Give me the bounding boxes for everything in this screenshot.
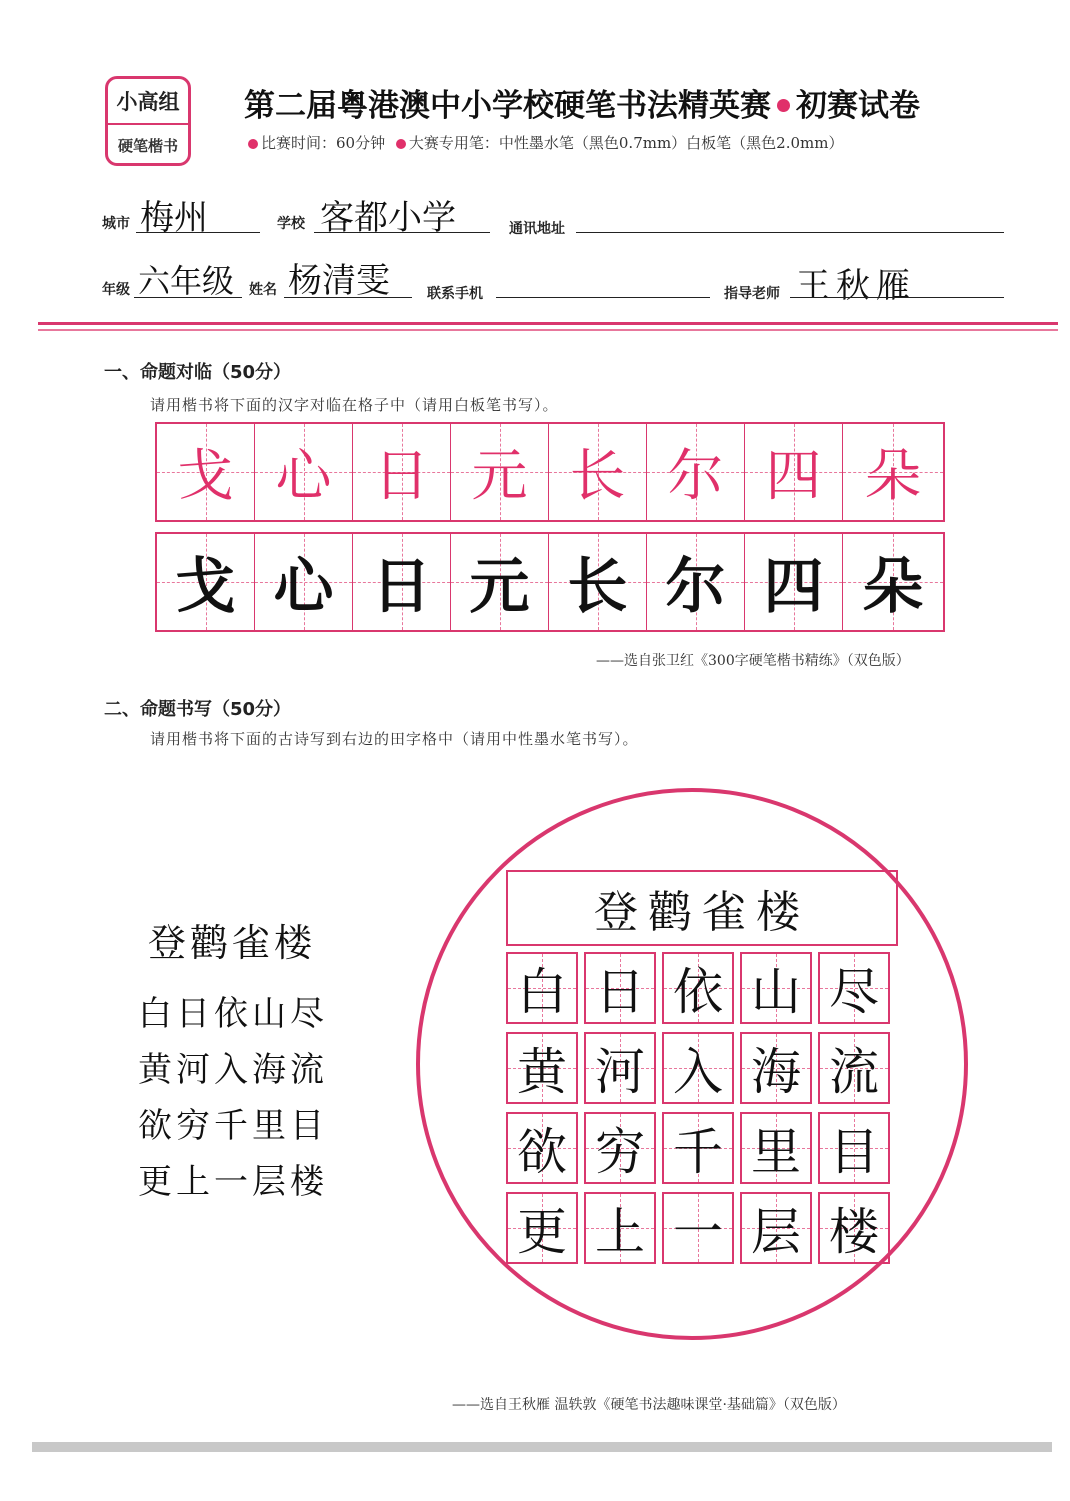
- written-char: 楼: [829, 1203, 879, 1261]
- written-title: 登鹳雀楼: [594, 887, 810, 938]
- city-label: 城市: [102, 216, 130, 232]
- grid-cell[interactable]: [584, 1032, 656, 1104]
- grid-cell[interactable]: [662, 1112, 734, 1184]
- section2-source: ——选自王秋雁 温轶敦《硬笔书法趣味课堂·基础篇》（双色版）: [452, 1397, 846, 1413]
- model-char: 戈: [177, 444, 234, 509]
- name-field[interactable]: [284, 297, 412, 298]
- address-label: 通讯地址: [509, 221, 565, 237]
- exam-time: 比赛时间：60分钟: [261, 134, 386, 152]
- section1-title: 一、命题对临（50分）: [104, 362, 292, 383]
- model-char: 长: [569, 444, 626, 509]
- school-label: 学校: [277, 216, 305, 232]
- poem-line: 黄河入海流: [138, 1050, 328, 1090]
- poem-line: 欲穷千里目: [138, 1106, 328, 1146]
- phone-label: 联系手机: [427, 286, 483, 302]
- poem-line: 更上一层楼: [138, 1162, 328, 1202]
- written-char: 欲: [517, 1123, 567, 1181]
- grid-cell[interactable]: [818, 1192, 890, 1264]
- copy-char: 戈: [175, 552, 236, 622]
- model-cell: [353, 424, 451, 520]
- title-sub: 初赛试卷: [796, 88, 920, 124]
- copy-cell[interactable]: [157, 534, 255, 630]
- written-char: 层: [751, 1203, 801, 1261]
- copy-cell[interactable]: [843, 534, 943, 630]
- copy-char: 元: [469, 552, 530, 622]
- grid-cell[interactable]: [662, 952, 734, 1024]
- model-char: 心: [275, 444, 332, 509]
- written-char: 一: [673, 1203, 723, 1261]
- grid-cell[interactable]: [740, 1032, 812, 1104]
- grid-cell[interactable]: [818, 1032, 890, 1104]
- poem-title: 登鹳雀楼: [148, 921, 317, 965]
- copy-char: 朵: [863, 552, 923, 622]
- grid-cell[interactable]: [818, 952, 890, 1024]
- section2-title: 二、命题书写（50分）: [104, 699, 292, 720]
- written-char: 更: [517, 1203, 567, 1261]
- exam-rules: [248, 132, 843, 153]
- grid-cell[interactable]: [740, 1192, 812, 1264]
- written-char: 白: [517, 963, 567, 1021]
- teacher-field[interactable]: [790, 297, 1004, 298]
- bullet-dot-icon: [248, 139, 258, 149]
- bullet-dot-icon: [396, 139, 406, 149]
- copy-char: 尔: [665, 552, 726, 622]
- written-char: 目: [829, 1123, 879, 1181]
- model-char: 日: [373, 444, 430, 509]
- badge-group-label: 小高组: [108, 79, 188, 125]
- divider-line: [38, 322, 1058, 325]
- written-char: 千: [673, 1123, 723, 1181]
- grid-cell[interactable]: [740, 1112, 812, 1184]
- copy-char: 日: [371, 552, 432, 622]
- phone-field[interactable]: [496, 297, 710, 298]
- grade-field[interactable]: [134, 297, 242, 298]
- city-field[interactable]: [136, 232, 260, 233]
- model-cell: [647, 424, 745, 520]
- copy-cell[interactable]: [451, 534, 549, 630]
- grid-cell[interactable]: [584, 1192, 656, 1264]
- footer-band: [32, 1442, 1052, 1452]
- school-value: 客都小学: [320, 198, 456, 238]
- model-cell: [745, 424, 843, 520]
- grid-cell[interactable]: [506, 1032, 578, 1104]
- written-char: 上: [595, 1203, 645, 1261]
- written-char: 里: [751, 1123, 801, 1181]
- grid-cell[interactable]: [584, 1112, 656, 1184]
- grade-label: 年级: [102, 282, 130, 298]
- copy-cell[interactable]: [745, 534, 843, 630]
- city-value: 梅州: [140, 198, 208, 238]
- written-char: 依: [673, 963, 723, 1021]
- title-main: 第二届粤港澳中小学校硬笔书法精英赛: [244, 88, 771, 124]
- copy-char: 四: [763, 552, 824, 622]
- copy-cell[interactable]: [353, 534, 451, 630]
- section2-instruction: 请用楷书将下面的古诗写到右边的田字格中（请用中性墨水笔书写）。: [150, 730, 639, 748]
- bullet-dot-icon: [777, 99, 790, 112]
- copy-cell[interactable]: [647, 534, 745, 630]
- written-char: 黄: [517, 1043, 567, 1101]
- grid-cell[interactable]: [506, 1112, 578, 1184]
- written-char: 山: [751, 963, 801, 1021]
- written-char: 尽: [829, 963, 879, 1021]
- poem-title-box[interactable]: [506, 870, 898, 946]
- copy-char: 心: [273, 552, 334, 622]
- model-grid: [155, 422, 945, 522]
- badge-category-label: 硬笔楷书: [117, 136, 178, 155]
- written-char: 入: [673, 1043, 723, 1101]
- model-cell: [157, 424, 255, 520]
- grid-cell[interactable]: [506, 1192, 578, 1264]
- school-field[interactable]: [314, 232, 490, 233]
- section1-instruction: 请用楷书将下面的汉字对临在格子中（请用白板笔书写）。: [150, 396, 559, 414]
- address-field[interactable]: [576, 232, 1004, 233]
- written-char: 穷: [595, 1123, 645, 1181]
- grid-cell[interactable]: [506, 952, 578, 1024]
- model-char: 朵: [865, 444, 921, 509]
- copy-cell[interactable]: [255, 534, 353, 630]
- model-cell: [549, 424, 647, 520]
- teacher-label: 指导老师: [724, 286, 780, 302]
- exam-pens: 大赛专用笔：中性墨水笔（黑色0.7mm）白板笔（黑色2.0mm）: [408, 134, 844, 152]
- poem-line: 白日依山尽: [138, 994, 328, 1034]
- model-char: 尔: [667, 444, 724, 509]
- model-char: 元: [471, 444, 528, 509]
- divider-line: [38, 329, 1058, 331]
- copy-char: 长: [567, 552, 628, 622]
- grid-cell[interactable]: [740, 952, 812, 1024]
- page-title: [244, 80, 920, 125]
- model-cell: [451, 424, 549, 520]
- name-label: 姓名: [249, 282, 277, 298]
- written-char: 流: [829, 1043, 879, 1101]
- model-cell: [843, 424, 943, 520]
- copy-cell[interactable]: [549, 534, 647, 630]
- section1-source: ——选自张卫红《300字硬笔楷书精练》（双色版）: [596, 653, 910, 669]
- model-cell: [255, 424, 353, 520]
- model-char: 四: [765, 444, 822, 509]
- written-char: 河: [595, 1043, 645, 1101]
- grid-cell[interactable]: [662, 1032, 734, 1104]
- teacher-value: 王秋雁: [796, 266, 916, 306]
- grid-cell[interactable]: [662, 1192, 734, 1264]
- name-value: 杨清雯: [288, 261, 390, 301]
- written-char: 日: [595, 963, 645, 1021]
- poem-grid[interactable]: [506, 952, 890, 1264]
- copy-grid[interactable]: [155, 532, 945, 632]
- grid-cell[interactable]: [584, 952, 656, 1024]
- written-char: 海: [751, 1043, 801, 1101]
- grade-value: 六年级: [138, 262, 235, 300]
- group-badge: [105, 76, 191, 166]
- grid-cell[interactable]: [818, 1112, 890, 1184]
